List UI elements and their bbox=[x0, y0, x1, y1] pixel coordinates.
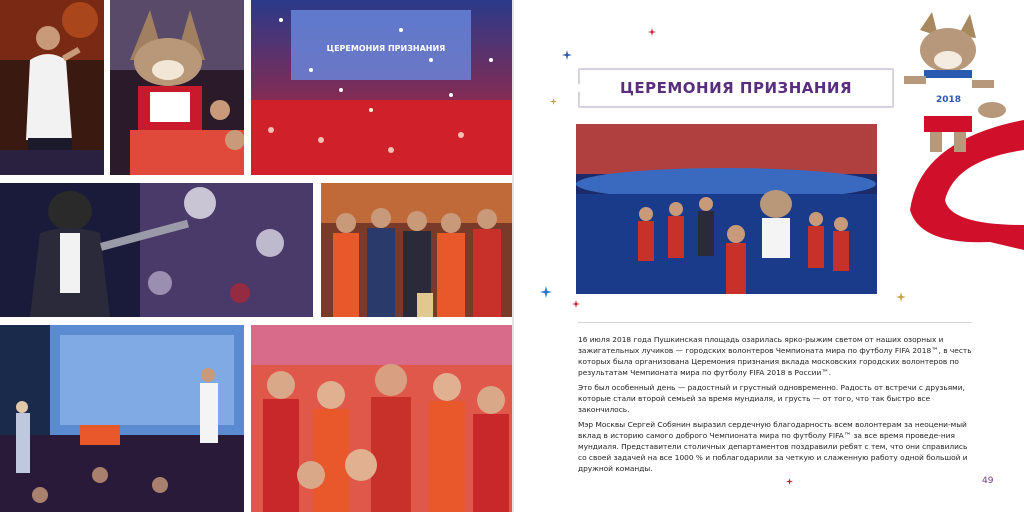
star-icon bbox=[896, 292, 906, 302]
photo-mascot-crowd bbox=[110, 0, 244, 175]
photo-stage-confetti bbox=[251, 0, 513, 175]
page-gutter bbox=[512, 0, 514, 512]
photo-crowd-volunteers bbox=[251, 325, 513, 512]
paragraph-2: Это был особенный день — радостный и грустный одновременно. Радость от встречи с друзьями, которые стали второй семьей за время мундиаля, и грусть — от того, что так быстро все закончилось. bbox=[578, 383, 965, 414]
star-icon bbox=[572, 300, 580, 308]
photo-group-mascot bbox=[576, 124, 877, 294]
photo-concert-stage bbox=[0, 325, 244, 512]
svg-text:2018: 2018 bbox=[936, 95, 962, 105]
star-icon bbox=[540, 286, 552, 298]
article-body bbox=[578, 334, 978, 478]
paragraph-1: 16 июля 2018 года Пушкинская площадь озарилась ярко-рыжим светом от наших озорных и зажигательных лучиков — городских волонтеров Чемпионата мира по футболу FIFA 2018™, в честь которых была организована Церемония признания вклада московских городских волонтеров по результатам Чемпионата мира по футболу FIFA 2018 в России™. bbox=[578, 335, 972, 377]
photo-volunteers-cheering bbox=[321, 183, 513, 317]
stage-screen-text: ЦЕРЕМОНИЯ ПРИЗНАНИЯ bbox=[326, 44, 446, 53]
star-icon bbox=[786, 478, 793, 485]
mascot-illustration bbox=[880, 10, 1024, 250]
divider-rule bbox=[578, 322, 972, 323]
star-icon bbox=[562, 50, 572, 60]
star-icon bbox=[648, 28, 656, 36]
page-number: 49 bbox=[982, 476, 994, 486]
section-title-box bbox=[578, 68, 894, 108]
photo-masked-performer bbox=[0, 183, 313, 317]
photo-singer-microphone bbox=[0, 0, 104, 175]
section-title: ЦЕРЕМОНИЯ ПРИЗНАНИЯ bbox=[619, 79, 853, 97]
paragraph-3: Мэр Москвы Сергей Собянин выразил сердечную благодарность всем волонтерам за неоцени-мый вклад в историю самого доброго Чемпионата мира по футболу FIFA™ за все время проведе-ния мундиаля. Представители столичных департаментов поздравили ребят с тем, что они справились со своей задачей на все 1000 % и поблагодарили за четкую и слаженную работу одной большой и дружной команды. bbox=[578, 420, 968, 473]
star-icon bbox=[550, 98, 557, 105]
